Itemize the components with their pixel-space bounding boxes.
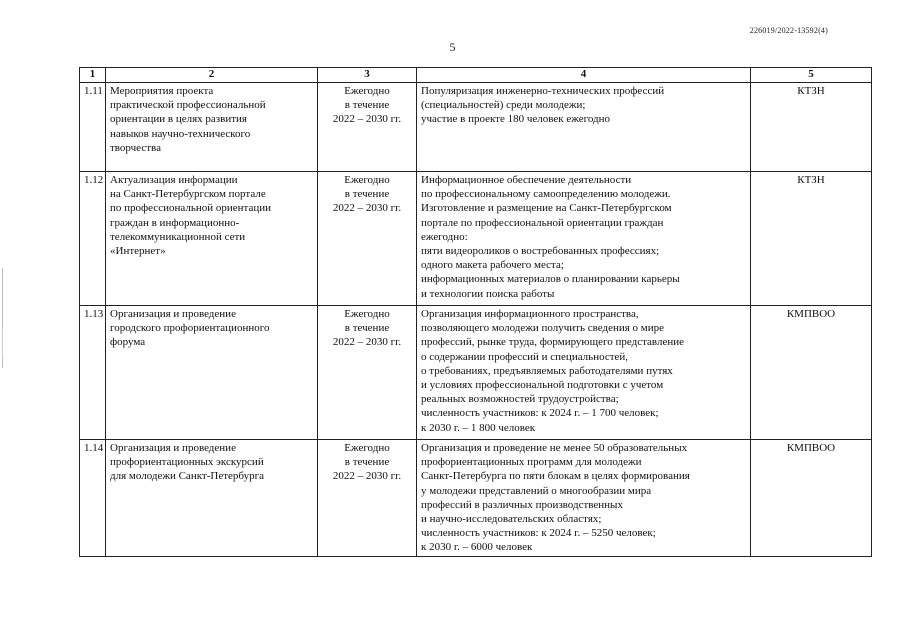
- row-number: 1.14: [80, 440, 106, 557]
- table-body: [80, 83, 872, 557]
- document-number: 226019/2022-13592(4): [749, 26, 828, 35]
- expected-result-line: численность участников: к 2024 г. – 1 700 человек;: [421, 407, 659, 420]
- expected-result-line: реальных возможностей трудоустройства;: [421, 393, 619, 406]
- measure-name-line: Организация и проведение: [110, 308, 236, 320]
- term: [318, 306, 417, 440]
- executor: КТЗН: [751, 83, 872, 172]
- measure-name-line: Мероприятия проекта: [110, 85, 214, 97]
- expected-result-line: позволяющего молодежи получить сведения о мире: [421, 322, 665, 335]
- expected-result-line: о требованиях, предъявляемых работодателями путях: [421, 364, 673, 377]
- page-number: 5: [449, 40, 456, 54]
- row-number: 1.11: [80, 83, 106, 172]
- expected-result-line: портале по профессиональной ориентации граждан: [421, 216, 664, 229]
- expected-result: [417, 172, 751, 306]
- measure-name-line: Актуализация информации: [110, 174, 238, 186]
- term-line: в течение: [344, 188, 390, 201]
- table-row: [80, 172, 872, 306]
- measure-name-line: ориентации в целях развития: [110, 113, 247, 126]
- term-line: Ежегодно: [344, 442, 390, 454]
- measure-name-line: навыков научно-технического: [110, 127, 251, 140]
- measure-name-line: городского профориентационного: [110, 322, 270, 335]
- executor: КТЗН: [751, 172, 872, 306]
- table-row: [80, 83, 872, 172]
- term-line: 2022 – 2030 гг.: [332, 202, 402, 215]
- expected-result-line: к 2030 г. – 6000 человек: [421, 541, 533, 554]
- expected-result-line: Организация и проведение не менее 50 образовательных: [421, 442, 688, 454]
- header-col-2: 2: [106, 68, 318, 83]
- expected-result-line: ежегодно:: [421, 230, 468, 243]
- table-row: [80, 440, 872, 557]
- expected-result-line: к 2030 г. – 1 800 человек: [421, 421, 536, 434]
- measure-name-line: практической профессиональной: [110, 99, 266, 112]
- margin-marks: [2, 268, 5, 368]
- executor: КМПВОО: [751, 306, 872, 440]
- term-line: Ежегодно: [344, 85, 390, 97]
- expected-result-line: Информационное обеспечение деятельности: [421, 174, 632, 186]
- term-line: в течение: [344, 322, 390, 335]
- term-line: Ежегодно: [344, 308, 390, 320]
- term-line: 2022 – 2030 гг.: [332, 113, 402, 126]
- measure-name-line: для молодежи Санкт-Петербурга: [110, 470, 264, 483]
- term-line: в течение: [344, 99, 390, 112]
- expected-result-line: у молодежи представлений о многообразии мира: [421, 484, 652, 497]
- table-row: [80, 306, 872, 440]
- measure-name-line: Организация и проведение: [110, 442, 236, 454]
- measure-name: [106, 440, 318, 557]
- expected-result-line: и научно-исследовательских областях;: [421, 513, 602, 526]
- term-line: Ежегодно: [344, 174, 390, 186]
- measure-name-line: граждан в информационно-: [110, 216, 240, 229]
- expected-result-line: численность участников: к 2024 г. – 5250 человек;: [421, 527, 656, 540]
- expected-result: [417, 306, 751, 440]
- expected-result-line: информационных материалов о планировании карьеры: [421, 273, 680, 286]
- expected-result-line: профессий, рынке труда, формирующего представление: [421, 336, 684, 349]
- executor: КМПВОО: [751, 440, 872, 557]
- expected-result-line: профориентационных программ для молодежи: [421, 456, 642, 469]
- expected-result-line: профессий в различных производственных: [421, 498, 623, 511]
- term-line: в течение: [344, 456, 390, 469]
- header-col-4: 4: [417, 68, 751, 83]
- row-number: 1.13: [80, 306, 106, 440]
- header-col-1: 1: [80, 68, 106, 83]
- measure-name: [106, 83, 318, 172]
- term-line: 2022 – 2030 гг.: [332, 470, 402, 483]
- term: [318, 83, 417, 172]
- expected-result-line: (специальностей) среди молодежи;: [421, 99, 586, 112]
- expected-result-line: Организация информационного пространства,: [421, 308, 639, 320]
- header-col-3: 3: [318, 68, 417, 83]
- expected-result: [417, 83, 751, 172]
- measure-name-line: на Санкт-Петербургском портале: [110, 188, 266, 201]
- measure-name: [106, 306, 318, 440]
- expected-result: [417, 440, 751, 557]
- expected-result-line: Изготовление и размещение на Санкт-Петербургском: [421, 202, 672, 215]
- expected-result-line: и условиях профессиональной подготовки с учетом: [421, 379, 664, 392]
- header-col-5: 5: [751, 68, 872, 83]
- measure-name-line: телекоммуникационной сети: [110, 230, 246, 243]
- expected-result-line: пяти видеороликов о востребованных профессиях;: [421, 245, 660, 258]
- expected-result-line: Популяризация инженерно-технических профессий: [421, 85, 665, 97]
- measures-table: [79, 67, 872, 557]
- term: [318, 172, 417, 306]
- expected-result-line: Санкт-Петербурга по пяти блокам в целях формирования: [421, 470, 690, 483]
- term-line: 2022 – 2030 гг.: [332, 336, 402, 349]
- expected-result-line: и технологии поиска работы: [421, 287, 555, 300]
- measure-name-line: творчества: [110, 141, 161, 154]
- table-header-row: [80, 68, 872, 83]
- expected-result-line: по профессиональному самоопределению молодежи.: [421, 188, 671, 201]
- measure-name-line: «Интернет»: [110, 245, 166, 258]
- expected-result-line: одного макета рабочего места;: [421, 259, 564, 272]
- measure-name-line: форума: [110, 336, 146, 349]
- measure-name-line: профориентационных экскурсий: [110, 456, 264, 469]
- row-number: 1.12: [80, 172, 106, 306]
- term: [318, 440, 417, 557]
- expected-result-line: участие в проекте 180 человек ежегодно: [421, 113, 610, 126]
- expected-result-line: о содержании профессий и специальностей,: [421, 350, 629, 363]
- measure-name-line: по профессиональной ориентации: [110, 202, 271, 215]
- measure-name: [106, 172, 318, 306]
